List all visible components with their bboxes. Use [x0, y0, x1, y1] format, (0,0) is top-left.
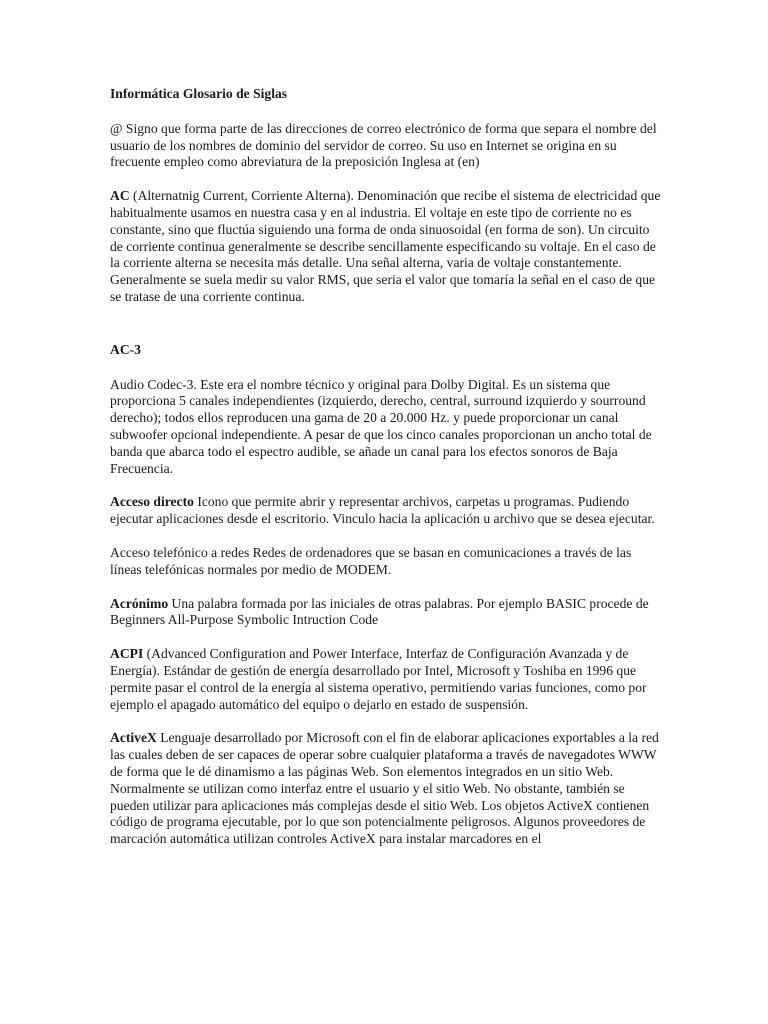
- glossary-entry-acceso-directo: [110, 494, 662, 528]
- glossary-definition: Icono que permite abrir y representar archivos, carpetas u programas. Pudiendo ejecutar aplicaciones desde el escritorio. Vinculo hacia la aplicación u archivo que se desea ejecutar.: [110, 494, 655, 527]
- glossary-definition: Lenguaje desarrollado por Microsoft con el fin de elaborar aplicaciones exportables a la red las cuales deben de ser capaces de operar sobre cualquier plataforma a través de navegadotes WWW de forma que le dé dinamismo a las páginas Web. Son elementos integrados en un sitio Web. Normalmente se utilizan como interfaz entre el usuario y el sitio Web. No obstante, también se pueden utilizar para aplicaciones más complejas desde el sitio Web. Los objetos ActiveX contienen código de programa ejecutable, por lo que son potencialmente peligrosos. Algunos proveedores de marcación automática utilizan controles ActiveX para instalar marcadores en el: [110, 730, 659, 847]
- glossary-term: ACPI: [110, 646, 144, 662]
- glossary-definition: Una palabra formada por las iniciales de otras palabras. Por ejemplo BASIC procede de Beginners All-Purpose Symbolic Intruction Code: [110, 595, 649, 628]
- glossary-definition: Audio Codec-3. Este era el nombre técnico y original para Dolby Digital. Es un sistema que proporciona 5 canales independientes (izquierdo, derecho, central, surround izquierdo y sourround derecho); todos ellos reproducen una gama de 20 a 20.000 Hz. y puede proporcionar un canal subwoofer opcional independiente. A pesar de que los cinco canales proporcionan un ancho total de banda que abarca todo el espectro audible, se añade un canal para los efectos sonoros de Baja Frecuencia.: [110, 376, 652, 476]
- document-page: [110, 86, 662, 865]
- glossary-definition: @ Signo que forma parte de las direcciones de correo electrónico de forma que separa el nombre del usuario de los nombres de dominio del servidor de correo. Su uso en Internet se origina en su frecuente empleo como abreviatura de la preposición Inglesa at (en): [110, 120, 657, 170]
- glossary-entry-at: [110, 121, 662, 171]
- section-heading-ac3: AC-3: [110, 341, 141, 357]
- glossary-term: Acrónimo: [110, 595, 169, 611]
- glossary-definition: (Advanced Configuration and Power Interface, Interfaz de Configuración Avanzada y de Energía). Estándar de gestión de energía desarrollado por Intel, Microsoft y Toshiba en 1996 que permite pasar el control de la energía al sistema operativo, permitiendo varias funciones, como por ejemplo el apagado automático del equipo o dejarlo en estado de suspensión.: [110, 646, 647, 712]
- glossary-entry-activex: [110, 730, 662, 848]
- glossary-entry-ac3: [110, 377, 662, 478]
- glossary-entry-acronimo: [110, 596, 662, 630]
- glossary-term: Acceso directo: [110, 494, 194, 510]
- glossary-entry-acceso-telefonico: [110, 545, 662, 579]
- glossary-definition: Acceso telefónico a redes Redes de ordenadores que se basan en comunicaciones a través de las líneas telefónicas normales por medio de MODEM.: [110, 544, 632, 577]
- glossary-definition: (Alternatnig Current, Corriente Alterna). Denominación que recibe el sistema de electricidad que habitualmente usamos en nuestra casa y en al industria. El voltaje en este tipo de corriente no es constante, sino que fluctúa siguiendo una forma de onda sinuosoidal (en forma de son). Un circuito de corriente continua generalmente se describe sencillamente especificando su voltaje. En el caso de la corriente alterna se necesita más detalle. Una señal alterna, varia de voltaje constantemente. Generalmente se suela medir su valor RMS, que seria el valor que tomaría la señal en el caso de que se tratase de una corriente continua.: [110, 188, 661, 304]
- glossary-term: ActiveX: [110, 730, 157, 746]
- glossary-entry-ac: [110, 188, 662, 306]
- glossary-term: AC: [110, 188, 130, 204]
- glossary-entry-acpi: [110, 646, 662, 713]
- document-title: Informática Glosario de Siglas: [110, 86, 288, 101]
